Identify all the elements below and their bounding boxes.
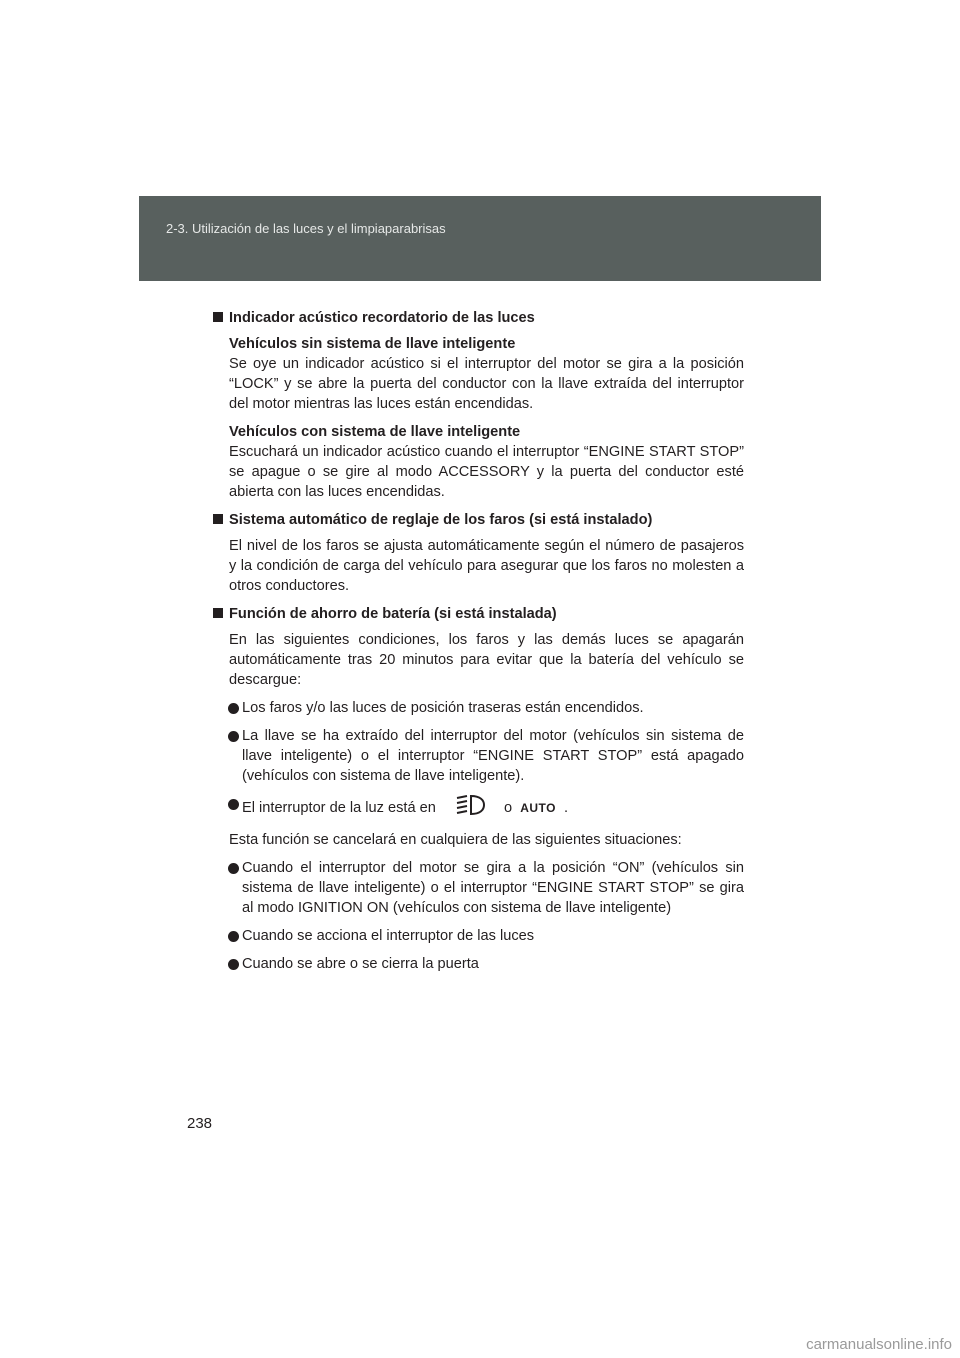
section-title-headlight-leveling: Sistema automático de reglaje de los faros (si está instalado): [212, 510, 744, 530]
section-body: [212, 630, 744, 690]
headlight-icon: [456, 794, 486, 822]
square-icon: [213, 312, 223, 322]
cancel-intro: Esta función se cancelará en cualquiera de las siguientes situaciones:: [229, 832, 682, 848]
cancel-intro-block: [212, 830, 744, 850]
section-title-battery-saver: Función de ahorro de batería (si está instalada): [212, 604, 744, 624]
subsection-no-smart-key: [212, 334, 744, 414]
page-number: 238: [187, 1115, 213, 1132]
bullet-dot-icon: [228, 703, 239, 714]
list-item: La llave se ha extraído del interruptor del motor (vehículos sin sistema de llave inteligente) o el interruptor “ENGINE START STOP” está apagado (vehículos con sistema de llave inteligente).: [212, 726, 744, 786]
square-icon: [213, 514, 223, 524]
bullet-dot-icon: [228, 959, 239, 970]
list-item-light-switch: El interruptor de la luz está en o AUTO .: [212, 794, 744, 822]
square-icon: [213, 608, 223, 618]
bullet-dot-icon: [228, 863, 239, 874]
subsection-smart-key: [212, 422, 744, 502]
subsection-text: Escuchará un indicador acústico cuando el interruptor “ENGINE START STOP” se apague o se gire al modo ACCESSORY y la puerta del conductor esté abierta con las luces encendidas.: [229, 444, 744, 500]
list-item: Los faros y/o las luces de posición traseras están encendidos.: [212, 698, 744, 718]
section-body: [212, 536, 744, 596]
subsection-text: Se oye un indicador acústico si el interruptor del motor se gira a la posición “LOCK” y se abre la puerta del conductor con la llave extraída del interruptor del motor mientras las luces están encendidas.: [229, 356, 744, 412]
header-band: [139, 196, 821, 281]
bullet-dot-icon: [228, 799, 239, 810]
list-item: Cuando el interruptor del motor se gira a la posición “ON” (vehículos sin sistema de llave inteligente) o el interruptor “ENGINE START STOP” se gira al modo IGNITION ON (vehículos con sistema de llave inteligente): [212, 858, 744, 918]
section-title-light-reminder: Indicador acústico recordatorio de las luces: [212, 308, 744, 328]
list-item: Cuando se abre o se cierra la puerta: [212, 954, 744, 974]
section-text: El nivel de los faros se ajusta automáticamente según el número de pasajeros y la condición de carga del vehículo para asegurar que los faros no molesten a otros conductores.: [229, 538, 744, 594]
page-content: [212, 308, 744, 982]
bullet-dot-icon: [228, 731, 239, 742]
subsection-title: Vehículos con sistema de llave inteligente: [229, 424, 521, 440]
section-header-title: 2-3. Utilización de las luces y el limpiaparabrisas: [166, 221, 446, 236]
bullet-dot-icon: [228, 931, 239, 942]
auto-label: AUTO: [520, 800, 556, 815]
list-item: Cuando se acciona el interruptor de las luces: [212, 926, 744, 946]
section-intro: En las siguientes condiciones, los faros y las demás luces se apagarán automáticamente tras 20 minutos para evitar que la batería del vehículo se descargue:: [229, 632, 744, 688]
subsection-title: Vehículos sin sistema de llave inteligente: [229, 336, 516, 352]
watermark: carmanualsonline.info: [806, 1336, 952, 1353]
